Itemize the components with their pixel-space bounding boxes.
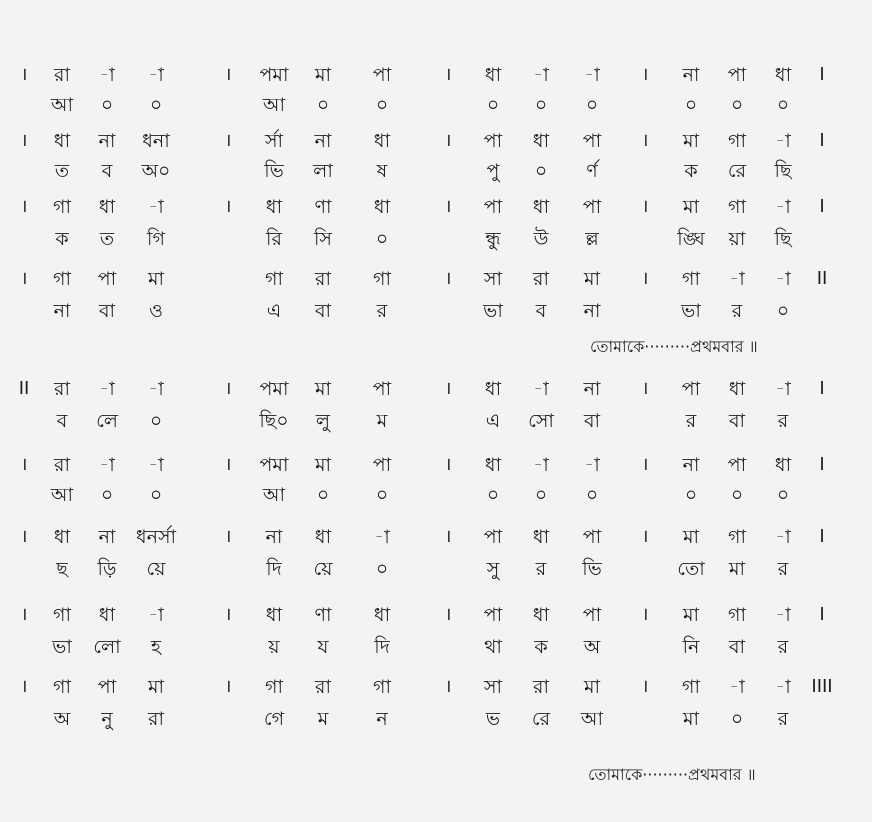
swara-note: -া	[584, 64, 600, 86]
lyric-syllable: ড়ি	[97, 558, 117, 580]
lyric-row	[0, 702, 872, 736]
barline: ।	[20, 130, 28, 151]
lyric-syllable: আ	[580, 708, 604, 730]
swara-note: মা	[682, 130, 700, 152]
swara-note: -া	[775, 526, 791, 548]
lyric-syllable: র	[685, 410, 697, 432]
lyric-syllable: র	[777, 410, 789, 432]
barline: IIII	[811, 676, 833, 697]
lyric-row	[0, 154, 872, 188]
barline: ।	[20, 454, 28, 475]
lyric-syllable: ০	[730, 708, 744, 730]
swara-note: না	[682, 64, 700, 86]
lyric-syllable: হ	[151, 636, 161, 658]
swara-note: ধা	[98, 604, 116, 626]
barline: ।	[641, 64, 649, 85]
lyric-syllable: রা	[148, 708, 164, 730]
lyric-syllable: ম	[376, 410, 388, 432]
lyric-syllable: বা	[314, 300, 332, 322]
lyric-syllable: ০	[316, 94, 330, 116]
lyric-syllable: সু	[486, 558, 500, 580]
lyric-syllable: ০	[316, 484, 330, 506]
lyric-syllable: য়	[268, 636, 280, 658]
lyric-syllable: ত	[54, 160, 70, 182]
lyric-syllable: ক	[684, 160, 698, 182]
swara-note: গা	[53, 604, 71, 626]
lyric-syllable: গে	[263, 708, 285, 730]
lyric-syllable: ক	[55, 228, 69, 250]
lyric-syllable: আ	[262, 94, 286, 116]
lyric-row	[0, 88, 872, 122]
lyric-syllable: য়ে	[313, 558, 333, 580]
swara-note: গা	[53, 268, 71, 290]
swara-note: পা	[97, 676, 117, 698]
swara-row	[0, 124, 872, 158]
lyric-syllable: ০	[100, 94, 114, 116]
lyric-syllable: ০	[776, 300, 790, 322]
lyric-row	[0, 294, 872, 328]
barline: ।	[20, 676, 28, 697]
swara-note: পমা	[259, 64, 289, 86]
swara-note: ধা	[484, 64, 502, 86]
barline: ।	[444, 268, 452, 289]
lyric-syllable: আ	[262, 484, 286, 506]
swara-note: -া	[148, 64, 164, 86]
barline: ।	[444, 130, 452, 151]
lyric-syllable: না	[583, 300, 601, 322]
lyric-syllable: সো	[528, 410, 554, 432]
swara-note: ধা	[373, 130, 391, 152]
swara-note: মা	[314, 64, 332, 86]
swara-row	[0, 598, 872, 632]
swara-note: ধা	[532, 604, 550, 626]
swara-note: পা	[483, 604, 503, 626]
barline: ।	[641, 378, 649, 399]
lyric-syllable: র	[777, 636, 789, 658]
lyric-syllable: থা	[484, 636, 502, 658]
lyric-syllable: লো	[93, 636, 121, 658]
barline: ।	[224, 196, 232, 217]
lyric-syllable: ভা	[52, 636, 72, 658]
swara-note: ধা	[532, 196, 550, 218]
swara-row	[0, 58, 872, 92]
swara-note: -া	[775, 604, 791, 626]
lyric-syllable: ছ	[56, 558, 68, 580]
lyric-syllable: লা	[313, 160, 333, 182]
barline: ।	[641, 130, 649, 151]
lyric-syllable: ছি	[774, 160, 792, 182]
lyric-syllable: র	[376, 300, 388, 322]
swara-note: ধা	[373, 604, 391, 626]
lyric-syllable: ০	[534, 160, 548, 182]
lyric-syllable: ০	[486, 94, 500, 116]
barline: ।	[20, 526, 28, 547]
lyric-syllable: রি	[266, 228, 282, 250]
swara-note: -া	[533, 454, 549, 476]
swara-note: পা	[727, 64, 747, 86]
swara-note: না	[98, 526, 116, 548]
lyric-syllable: সি	[314, 228, 332, 250]
barline: ।	[444, 526, 452, 547]
swara-note: ধা	[98, 196, 116, 218]
barline: ।	[641, 526, 649, 547]
swara-note: -া	[729, 268, 745, 290]
swara-note: ধা	[484, 378, 502, 400]
barline: ।	[641, 454, 649, 475]
lyric-syllable: অ	[53, 708, 71, 730]
barline: I	[819, 604, 825, 625]
lyric-syllable: আ	[50, 484, 74, 506]
lyric-syllable: র	[535, 558, 547, 580]
refrain-marker: তোমাকে·········প্রথমবার ॥	[590, 337, 758, 356]
barline: ।	[224, 378, 232, 399]
barline: I	[819, 526, 825, 547]
swara-note: মা	[583, 268, 601, 290]
lyric-syllable: ০	[149, 410, 163, 432]
lyric-syllable: র	[731, 300, 743, 322]
swara-note: -া	[99, 378, 115, 400]
swara-note: গা	[728, 130, 746, 152]
swara-note: -া	[584, 454, 600, 476]
lyric-syllable: অ০	[141, 160, 171, 182]
swara-note: র্সা	[264, 130, 284, 152]
lyric-syllable: তো	[677, 558, 705, 580]
lyric-syllable: পু	[486, 160, 500, 182]
refrain-marker: তোমাকে·········প্রথমবার ॥	[588, 765, 756, 784]
swara-note: মা	[147, 268, 165, 290]
lyric-syllable: ষ	[376, 160, 388, 182]
swara-note: ধা	[532, 526, 550, 548]
barline: ।	[224, 130, 232, 151]
barline: I	[819, 130, 825, 151]
swara-note: পা	[681, 378, 701, 400]
swara-row	[0, 372, 872, 406]
swara-note: না	[314, 130, 332, 152]
barline: ।	[444, 676, 452, 697]
lyric-syllable: মা	[682, 708, 700, 730]
swara-note: মা	[583, 676, 601, 698]
lyric-syllable: উ	[533, 228, 549, 250]
lyric-syllable: রে	[727, 160, 747, 182]
swara-note: ণা	[314, 196, 332, 218]
swara-note: গা	[728, 604, 746, 626]
swara-note: পা	[483, 196, 503, 218]
swara-note: পা	[483, 130, 503, 152]
swara-note: ধনা	[142, 130, 170, 152]
swara-note: গা	[53, 676, 71, 698]
swara-note: গা	[728, 196, 746, 218]
lyric-syllable: ব	[101, 160, 113, 182]
lyric-row	[0, 404, 872, 438]
lyric-syllable: বা	[728, 410, 746, 432]
barline: ।	[224, 454, 232, 475]
swara-note: পা	[582, 196, 602, 218]
swara-note: পমা	[259, 378, 289, 400]
barline: ।	[20, 196, 28, 217]
lyric-syllable: লে	[96, 410, 118, 432]
swara-note: -া	[148, 454, 164, 476]
swara-note: গা	[53, 196, 71, 218]
swara-note: ধা	[774, 454, 792, 476]
swara-note: গা	[265, 268, 283, 290]
swara-note: রা	[533, 268, 549, 290]
swara-note: সা	[483, 268, 503, 290]
lyric-syllable: ০	[730, 484, 744, 506]
lyric-syllable: মা	[728, 558, 746, 580]
swara-note: রা	[54, 454, 70, 476]
swara-note: -া	[533, 64, 549, 86]
swara-note: ধা	[728, 378, 746, 400]
lyric-syllable: ভি	[582, 558, 602, 580]
swara-note: -া	[148, 604, 164, 626]
swara-note: -া	[533, 378, 549, 400]
barline: I	[819, 64, 825, 85]
lyric-syllable: ০	[776, 484, 790, 506]
lyric-syllable: লু	[315, 410, 331, 432]
swara-note: ধা	[532, 130, 550, 152]
swara-note: গা	[728, 526, 746, 548]
barline: ।	[224, 676, 232, 697]
swara-note: ধা	[484, 454, 502, 476]
lyric-syllable: ভ	[485, 708, 501, 730]
swara-row	[0, 448, 872, 482]
swara-note: রা	[315, 268, 331, 290]
lyric-row	[0, 630, 872, 664]
lyric-syllable: ০	[375, 558, 389, 580]
lyric-syllable: বা	[728, 636, 746, 658]
swara-note: গা	[373, 676, 391, 698]
swara-note: -া	[99, 454, 115, 476]
lyric-syllable: এ	[266, 300, 282, 322]
barline: ।	[444, 604, 452, 625]
swara-note: -া	[148, 196, 164, 218]
swara-note: ধা	[265, 196, 283, 218]
lyric-syllable: ছি০	[259, 410, 289, 432]
swara-note: পা	[97, 268, 117, 290]
swara-note: পা	[372, 378, 392, 400]
lyric-syllable: ব	[56, 410, 68, 432]
swara-note: -া	[775, 268, 791, 290]
barline: ।	[641, 676, 649, 697]
lyric-syllable: ভা	[483, 300, 503, 322]
lyric-row	[0, 478, 872, 512]
barline: ।	[444, 378, 452, 399]
lyric-syllable: ভা	[681, 300, 701, 322]
swara-note: সা	[483, 676, 503, 698]
lyric-syllable: ছি	[774, 228, 792, 250]
swara-note: ধা	[265, 604, 283, 626]
lyric-syllable: ০	[149, 484, 163, 506]
swara-note: ধা	[53, 526, 71, 548]
lyric-syllable: নু	[101, 708, 113, 730]
swara-note: না	[682, 454, 700, 476]
lyric-syllable: নি	[682, 636, 700, 658]
swara-note: ধা	[314, 526, 332, 548]
swara-note: মা	[314, 378, 332, 400]
swara-note: গা	[682, 268, 700, 290]
lyric-syllable: আ	[50, 94, 74, 116]
swara-note: পা	[582, 604, 602, 626]
lyric-syllable: ০	[684, 94, 698, 116]
swara-note: গা	[682, 676, 700, 698]
lyric-syllable: ত	[99, 228, 115, 250]
barline: II	[816, 268, 828, 289]
swara-note: ধা	[373, 196, 391, 218]
lyric-syllable: ভি	[264, 160, 284, 182]
swara-row	[0, 520, 872, 554]
barline: ।	[444, 64, 452, 85]
lyric-syllable: ০	[149, 94, 163, 116]
swara-note: -া	[729, 676, 745, 698]
lyric-syllable: গি	[147, 228, 165, 250]
lyric-syllable: রে	[531, 708, 551, 730]
swara-note: না	[98, 130, 116, 152]
barline: II	[18, 378, 30, 399]
lyric-syllable: না	[53, 300, 71, 322]
barline: ।	[641, 196, 649, 217]
lyric-syllable: ল্ল	[585, 228, 599, 250]
barline: ।	[224, 604, 232, 625]
swara-note: -া	[148, 378, 164, 400]
lyric-syllable: ০	[585, 94, 599, 116]
lyric-syllable: ন্ধু	[485, 228, 501, 250]
barline: ।	[641, 268, 649, 289]
swara-note: -া	[775, 378, 791, 400]
barline: ।	[20, 268, 28, 289]
swara-note: ধা	[774, 64, 792, 86]
lyric-syllable: ০	[534, 484, 548, 506]
swara-note: গা	[265, 676, 283, 698]
swara-row	[0, 670, 872, 704]
barline: ।	[224, 526, 232, 547]
swara-note: রা	[54, 378, 70, 400]
swara-note: মা	[314, 454, 332, 476]
lyric-syllable: ক	[534, 636, 548, 658]
lyric-syllable: র্ণ	[586, 160, 598, 182]
swara-row	[0, 190, 872, 224]
swara-note: পমা	[259, 454, 289, 476]
barline: ।	[20, 64, 28, 85]
lyric-syllable: ০	[375, 228, 389, 250]
swara-note: ধনর্সা	[135, 526, 177, 548]
lyric-syllable: র	[777, 708, 789, 730]
swara-note: ধা	[53, 130, 71, 152]
lyric-syllable: ০	[730, 94, 744, 116]
swara-note: মা	[147, 676, 165, 698]
barline: I	[819, 196, 825, 217]
swara-note: মা	[682, 526, 700, 548]
lyric-syllable: ন	[376, 708, 388, 730]
lyric-syllable: ০	[375, 484, 389, 506]
barline: I	[819, 378, 825, 399]
swara-note: -া	[374, 526, 390, 548]
lyric-syllable: দি	[266, 558, 282, 580]
lyric-syllable: অ	[583, 636, 601, 658]
swara-note: -া	[775, 676, 791, 698]
swara-note: পা	[483, 526, 503, 548]
swara-note: পা	[582, 526, 602, 548]
lyric-syllable: য়ে	[146, 558, 166, 580]
lyric-syllable: ০	[100, 484, 114, 506]
lyric-syllable: বা	[583, 410, 601, 432]
swara-note: মা	[682, 196, 700, 218]
lyric-syllable: এ	[485, 410, 501, 432]
barline: ।	[641, 604, 649, 625]
lyric-syllable: ব	[535, 300, 547, 322]
swara-note: পা	[727, 454, 747, 476]
swara-note: রা	[54, 64, 70, 86]
swara-note: -া	[99, 64, 115, 86]
swara-note: পা	[372, 64, 392, 86]
lyric-syllable: ০	[486, 484, 500, 506]
lyric-syllable: ০	[776, 94, 790, 116]
swara-note: ণা	[314, 604, 332, 626]
lyric-syllable: দি	[374, 636, 390, 658]
swara-note: গা	[373, 268, 391, 290]
swara-row	[0, 262, 872, 296]
swara-note: পা	[582, 130, 602, 152]
lyric-row	[0, 552, 872, 586]
swara-note: -া	[775, 196, 791, 218]
lyric-syllable: ০	[534, 94, 548, 116]
barline: ।	[20, 604, 28, 625]
lyric-syllable: র	[777, 558, 789, 580]
lyric-syllable: ম	[317, 708, 329, 730]
barline: ।	[444, 454, 452, 475]
swara-note: মা	[682, 604, 700, 626]
swara-note: রা	[533, 676, 549, 698]
lyric-syllable: ০	[375, 94, 389, 116]
lyric-syllable: য়া	[728, 228, 746, 250]
barline: ।	[224, 64, 232, 85]
lyric-syllable: ০	[585, 484, 599, 506]
lyric-syllable: ও	[149, 300, 163, 322]
lyric-syllable: বা	[98, 300, 116, 322]
swara-note: পা	[372, 454, 392, 476]
lyric-syllable: য	[317, 636, 329, 658]
lyric-row	[0, 222, 872, 256]
swara-note: না	[583, 378, 601, 400]
swara-note: না	[265, 526, 283, 548]
swara-note: রা	[315, 676, 331, 698]
lyric-syllable: ০	[684, 484, 698, 506]
barline: ।	[444, 196, 452, 217]
swara-note: -া	[775, 130, 791, 152]
lyric-syllable: ঙ্ঘি	[677, 228, 705, 250]
barline: I	[819, 454, 825, 475]
